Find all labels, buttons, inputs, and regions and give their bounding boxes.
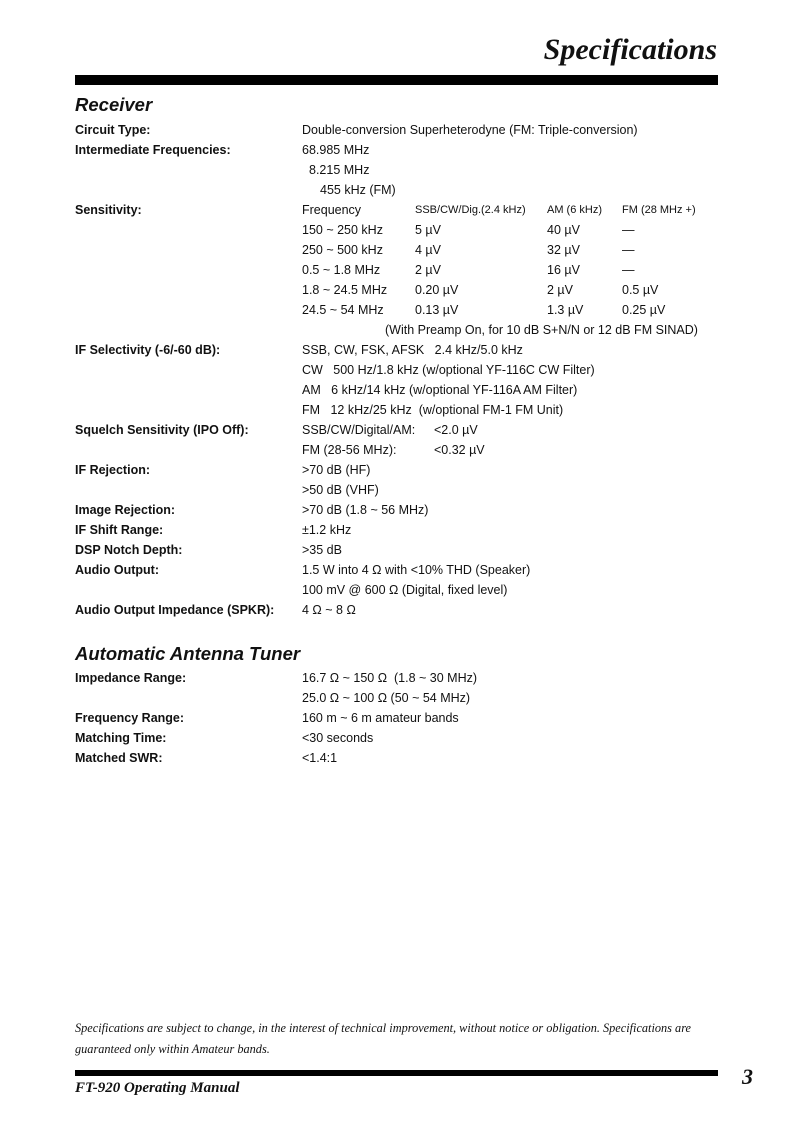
spec-row-continuation (75, 180, 735, 200)
spec-value: 68.985 MHz (302, 143, 370, 157)
spec-label: Matched SWR: (75, 751, 163, 765)
table-cell: — (622, 263, 635, 277)
spec-row-circuit-type (75, 120, 735, 140)
spec-value: ±1.2 kHz (302, 523, 352, 537)
table-header-fm: FM (28 MHz +) (622, 204, 696, 216)
spec-row-image-rejection (75, 500, 735, 520)
spec-label: Sensitivity: (75, 203, 142, 217)
footnote: Specifications are subject to change, in the interest of technical improvement, without notice or obligation. Specifications are guaranteed only within Amateur bands. (75, 1021, 691, 1056)
spec-value: SSB, CW, FSK, AFSK 2.4 kHz/5.0 kHz (302, 343, 523, 357)
squelch-mode: SSB/CW/Digital/AM: (302, 423, 416, 437)
spec-row-audio-impedance (75, 600, 735, 620)
footer-rule (75, 1070, 718, 1076)
spec-label: Audio Output: (75, 563, 159, 577)
spec-value: Double-conversion Superheterodyne (FM: Triple-conversion) (302, 123, 638, 137)
table-row (75, 240, 735, 260)
table-cell: 1.3 µV (547, 303, 584, 317)
table-row (75, 260, 735, 280)
spec-row-continuation (75, 480, 735, 500)
table-row (75, 300, 735, 320)
spec-row-matched-swr (75, 748, 735, 768)
spec-value: 1.5 W into 4 Ω with <10% THD (Speaker) (302, 563, 531, 577)
table-cell: 0.5 ~ 1.8 MHz (302, 263, 381, 277)
table-cell: 24.5 ~ 54 MHz (302, 303, 384, 317)
spec-label: Audio Output Impedance (SPKR): (75, 603, 275, 617)
spec-row-audio-output (75, 560, 735, 580)
table-row (75, 220, 735, 240)
spec-row-if-selectivity (75, 340, 735, 360)
table-header-frequency: Frequency (302, 203, 362, 217)
sensitivity-note-row (75, 320, 735, 340)
sensitivity-note: (With Preamp On, for 10 dB S+N/N or 12 dB FM SINAD) (385, 323, 698, 337)
spec-value: 455 kHz (FM) (320, 183, 396, 197)
table-cell: — (622, 243, 635, 257)
spec-value: FM 12 kHz/25 kHz (w/optional FM-1 FM Unit) (302, 403, 564, 417)
spec-label: IF Selectivity (-6/-60 dB): (75, 343, 221, 357)
spec-value: 160 m ~ 6 m amateur bands (302, 711, 459, 725)
receiver-heading: Receiver (75, 94, 153, 115)
table-cell: — (622, 223, 635, 237)
spec-row-continuation (75, 688, 735, 708)
spec-row-if-rejection (75, 460, 735, 480)
spec-row-continuation (75, 580, 735, 600)
table-cell: 0.25 µV (622, 303, 666, 317)
table-cell: 4 µV (415, 243, 441, 257)
spec-row-continuation (75, 360, 735, 380)
squelch-value: <0.32 µV (434, 443, 485, 457)
spec-label: DSP Notch Depth: (75, 543, 183, 557)
spec-value: >50 dB (VHF) (302, 483, 379, 497)
spec-label: Matching Time: (75, 731, 167, 745)
spec-label: Circuit Type: (75, 123, 151, 137)
table-cell: 0.5 µV (622, 283, 659, 297)
page-number: 3 (742, 1064, 753, 1089)
header-rule (75, 75, 718, 85)
spec-row-squelch (75, 420, 735, 440)
spec-value: 8.215 MHz (309, 163, 370, 177)
squelch-mode: FM (28-56 MHz): (302, 443, 397, 457)
spec-value: 100 mV @ 600 Ω (Digital, fixed level) (302, 583, 508, 597)
table-cell: 250 ~ 500 kHz (302, 243, 383, 257)
table-cell: 40 µV (547, 223, 580, 237)
spec-value: >70 dB (HF) (302, 463, 371, 477)
table-cell: 150 ~ 250 kHz (302, 223, 383, 237)
spec-label: IF Shift Range: (75, 523, 164, 537)
sensitivity-header-row (75, 200, 735, 220)
table-cell: 32 µV (547, 243, 580, 257)
spec-row-intermediate-frequencies (75, 140, 735, 160)
spec-label: IF Rejection: (75, 463, 151, 477)
spec-value: <1.4:1 (302, 751, 338, 765)
spec-row-frequency-range (75, 708, 735, 728)
spec-label: Impedance Range: (75, 671, 187, 685)
squelch-value: <2.0 µV (434, 423, 478, 437)
spec-label: Squelch Sensitivity (IPO Off): (75, 423, 249, 437)
table-cell: 0.20 µV (415, 283, 459, 297)
table-cell: 5 µV (415, 223, 441, 237)
table-header-ssb: SSB/CW/Dig.(2.4 kHz) (415, 204, 526, 216)
spec-value: 16.7 Ω ~ 150 Ω (1.8 ~ 30 MHz) (302, 671, 478, 685)
table-cell: 0.13 µV (415, 303, 459, 317)
table-cell: 2 µV (415, 263, 441, 277)
spec-label: Image Rejection: (75, 503, 176, 517)
spec-row-matching-time (75, 728, 735, 748)
page-title: Specifications (543, 33, 717, 66)
spec-row-continuation (75, 380, 735, 400)
spec-value: >35 dB (302, 543, 342, 557)
spec-row-impedance-range (75, 668, 735, 688)
table-header-am: AM (6 kHz) (547, 204, 602, 216)
spec-value: <30 seconds (302, 731, 374, 745)
spec-label: Intermediate Frequencies: (75, 143, 231, 157)
tuner-heading: Automatic Antenna Tuner (75, 643, 301, 664)
spec-label: Frequency Range: (75, 711, 185, 725)
spec-row-if-shift (75, 520, 735, 540)
spec-value: 4 Ω ~ 8 Ω (302, 603, 356, 617)
spec-value: 25.0 Ω ~ 100 Ω (50 ~ 54 MHz) (302, 691, 471, 705)
spec-row-continuation (75, 160, 735, 180)
table-cell: 1.8 ~ 24.5 MHz (302, 283, 388, 297)
spec-value: CW 500 Hz/1.8 kHz (w/optional YF-116C CW Filter) (302, 363, 595, 377)
table-cell: 2 µV (547, 283, 573, 297)
spec-value: AM 6 kHz/14 kHz (w/optional YF-116A AM Filter) (302, 383, 578, 397)
spec-row-dsp-notch (75, 540, 735, 560)
spec-row-continuation (75, 400, 735, 420)
table-cell: 16 µV (547, 263, 580, 277)
manual-title: FT-920 Operating Manual (75, 1080, 240, 1096)
table-row (75, 280, 735, 300)
spec-value: >70 dB (1.8 ~ 56 MHz) (302, 503, 429, 517)
spec-row-continuation (75, 440, 735, 460)
